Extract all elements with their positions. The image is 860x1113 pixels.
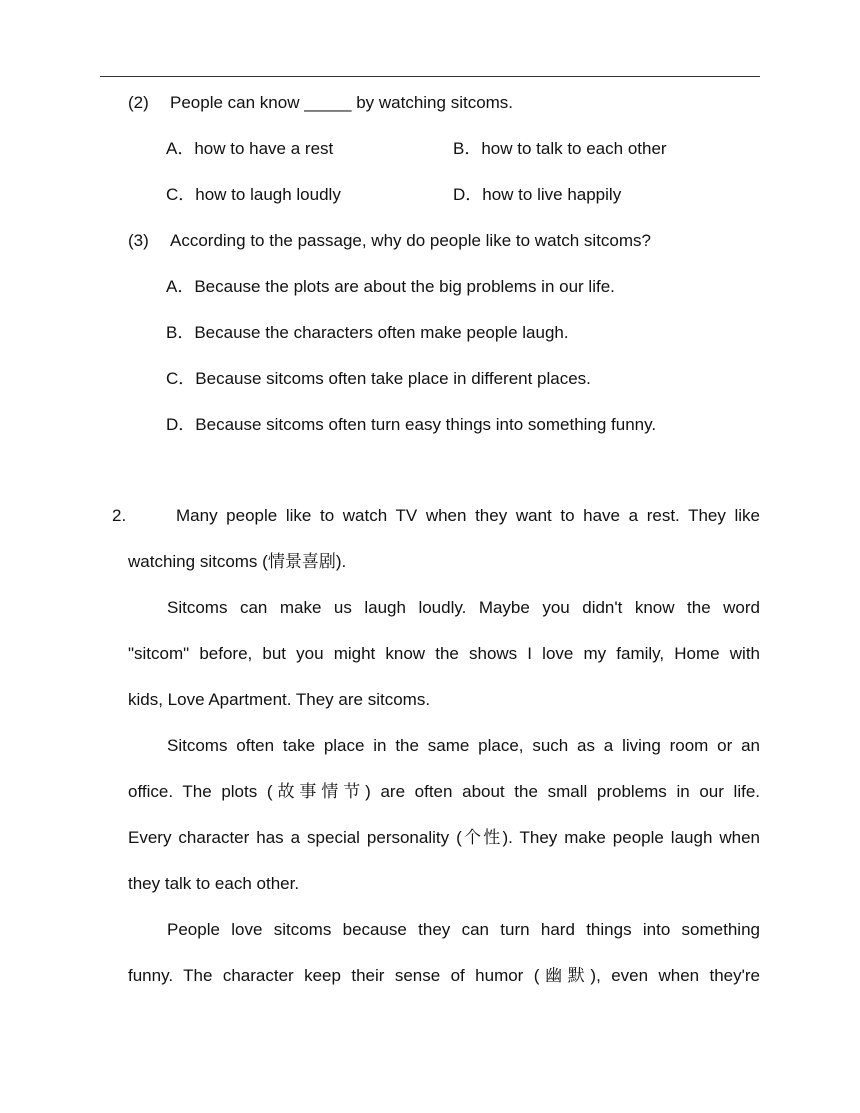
option-a: A．Because the plots are about the big problems in our life. bbox=[166, 277, 615, 296]
question-stem: People can know _____ by watching sitcoms. bbox=[170, 93, 514, 112]
option-d: D．Because sitcoms often turn easy things into something funny. bbox=[166, 415, 657, 434]
option-d: D．how to live happily bbox=[453, 185, 622, 204]
passage-line: office. The plots (故事情节) are often about the small problems in our life. bbox=[128, 782, 760, 801]
option-b: B．how to talk to each other bbox=[453, 139, 667, 158]
option-b: B．Because the characters often make people laugh. bbox=[166, 323, 569, 342]
passage-line: they talk to each other. bbox=[128, 874, 300, 893]
option-a: A．how to have a rest bbox=[166, 139, 334, 158]
option-c: C．how to laugh loudly bbox=[166, 185, 341, 204]
passage-line: Sitcoms often take place in the same place, such as a living room or an bbox=[167, 736, 760, 755]
passage-line: Sitcoms can make us laugh loudly. Maybe you didn't know the word bbox=[167, 598, 760, 617]
question-3 bbox=[128, 230, 651, 252]
question-number: (3) bbox=[128, 231, 149, 250]
passage-line: People love sitcoms because they can turn hard things into something bbox=[167, 920, 760, 939]
passage-line: watching sitcoms (情景喜剧). bbox=[128, 552, 347, 571]
option-c: C．Because sitcoms often take place in different places. bbox=[166, 369, 591, 388]
question-2 bbox=[128, 92, 513, 114]
passage-line: "sitcom" before, but you might know the shows I love my family, Home with bbox=[128, 644, 760, 663]
question-number: (2) bbox=[128, 93, 149, 112]
passage-line: kids, Love Apartment. They are sitcoms. bbox=[128, 690, 431, 709]
passage-number: 2. bbox=[112, 506, 127, 525]
passage-line: Many people like to watch TV when they want to have a rest. They like bbox=[176, 506, 760, 525]
passage-line: Every character has a special personality (个性). They make people laugh when bbox=[128, 828, 760, 847]
header-rule bbox=[100, 76, 760, 77]
passage-line: funny. The character keep their sense of humor (幽默), even when they're bbox=[128, 966, 760, 985]
question-stem: According to the passage, why do people like to watch sitcoms? bbox=[170, 231, 651, 250]
